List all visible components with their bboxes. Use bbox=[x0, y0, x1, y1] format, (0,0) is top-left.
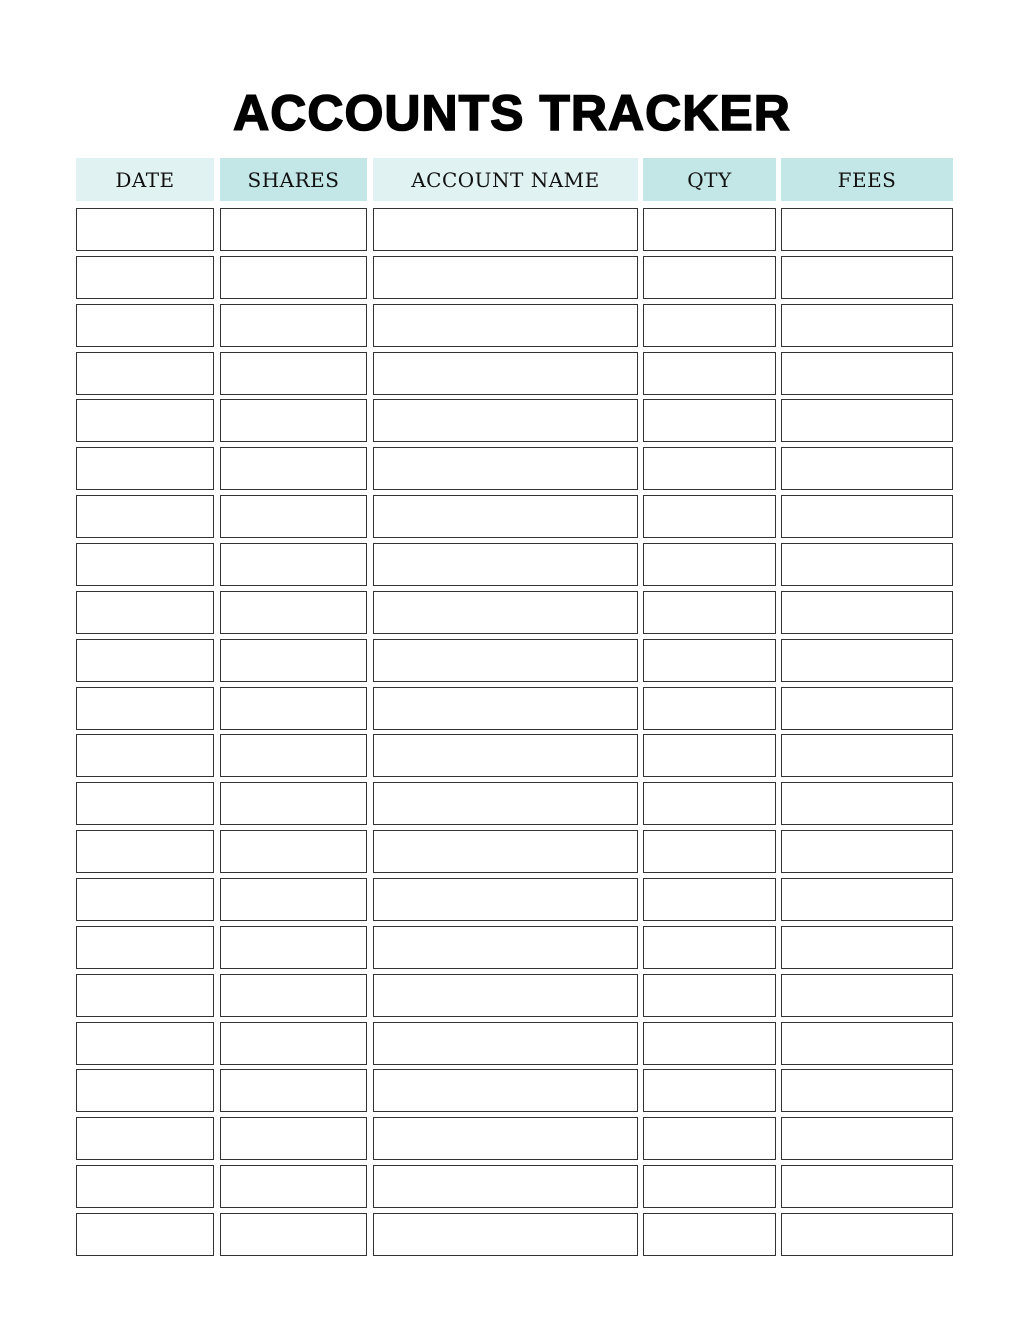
cell-shares[interactable] bbox=[220, 1213, 367, 1256]
cell-shares[interactable] bbox=[220, 304, 367, 347]
cell-shares[interactable] bbox=[220, 734, 367, 777]
cell-qty[interactable] bbox=[643, 399, 776, 442]
cell-date[interactable] bbox=[76, 591, 214, 634]
cell-account-name[interactable] bbox=[373, 974, 638, 1017]
cell-shares[interactable] bbox=[220, 974, 367, 1017]
cell-date[interactable] bbox=[76, 1213, 214, 1256]
cell-shares[interactable] bbox=[220, 208, 367, 251]
cell-date[interactable] bbox=[76, 926, 214, 969]
cell-shares[interactable] bbox=[220, 399, 367, 442]
cell-fees[interactable] bbox=[781, 352, 953, 395]
cell-fees[interactable] bbox=[781, 447, 953, 490]
cell-qty[interactable] bbox=[643, 495, 776, 538]
cell-date[interactable] bbox=[76, 256, 214, 299]
cell-date[interactable] bbox=[76, 878, 214, 921]
cell-qty[interactable] bbox=[643, 1213, 776, 1256]
cell-fees[interactable] bbox=[781, 687, 953, 730]
cell-account-name[interactable] bbox=[373, 447, 638, 490]
cell-date[interactable] bbox=[76, 304, 214, 347]
cell-shares[interactable] bbox=[220, 926, 367, 969]
cell-shares[interactable] bbox=[220, 1117, 367, 1160]
cell-fees[interactable] bbox=[781, 1022, 953, 1065]
cell-account-name[interactable] bbox=[373, 208, 638, 251]
cell-qty[interactable] bbox=[643, 543, 776, 586]
cell-fees[interactable] bbox=[781, 782, 953, 825]
cell-date[interactable] bbox=[76, 1117, 214, 1160]
cell-qty[interactable] bbox=[643, 591, 776, 634]
cell-account-name[interactable] bbox=[373, 591, 638, 634]
cell-account-name[interactable] bbox=[373, 543, 638, 586]
cell-qty[interactable] bbox=[643, 1069, 776, 1112]
cell-date[interactable] bbox=[76, 1022, 214, 1065]
cell-fees[interactable] bbox=[781, 878, 953, 921]
cell-account-name[interactable] bbox=[373, 352, 638, 395]
cell-fees[interactable] bbox=[781, 1165, 953, 1208]
cell-account-name[interactable] bbox=[373, 304, 638, 347]
cell-account-name[interactable] bbox=[373, 734, 638, 777]
cell-fees[interactable] bbox=[781, 591, 953, 634]
cell-account-name[interactable] bbox=[373, 687, 638, 730]
cell-date[interactable] bbox=[76, 447, 214, 490]
cell-shares[interactable] bbox=[220, 1069, 367, 1112]
cell-qty[interactable] bbox=[643, 878, 776, 921]
cell-qty[interactable] bbox=[643, 782, 776, 825]
cell-date[interactable] bbox=[76, 639, 214, 682]
column-header-qty: QTY bbox=[643, 158, 776, 201]
cell-fees[interactable] bbox=[781, 208, 953, 251]
cell-date[interactable] bbox=[76, 1165, 214, 1208]
cell-date[interactable] bbox=[76, 208, 214, 251]
cell-shares[interactable] bbox=[220, 1165, 367, 1208]
cell-fees[interactable] bbox=[781, 399, 953, 442]
cell-date[interactable] bbox=[76, 734, 214, 777]
cell-account-name[interactable] bbox=[373, 1022, 638, 1065]
cell-qty[interactable] bbox=[643, 1117, 776, 1160]
cell-qty[interactable] bbox=[643, 639, 776, 682]
cell-fees[interactable] bbox=[781, 974, 953, 1017]
cell-date[interactable] bbox=[76, 782, 214, 825]
cell-shares[interactable] bbox=[220, 639, 367, 682]
cell-account-name[interactable] bbox=[373, 495, 638, 538]
cell-fees[interactable] bbox=[781, 495, 953, 538]
cell-fees[interactable] bbox=[781, 256, 953, 299]
cell-date[interactable] bbox=[76, 687, 214, 730]
column-header-date: DATE bbox=[76, 158, 214, 201]
cell-date[interactable] bbox=[76, 974, 214, 1017]
cell-shares[interactable] bbox=[220, 591, 367, 634]
cell-fees[interactable] bbox=[781, 543, 953, 586]
cell-fees[interactable] bbox=[781, 926, 953, 969]
cell-shares[interactable] bbox=[220, 878, 367, 921]
cell-shares[interactable] bbox=[220, 495, 367, 538]
cell-qty[interactable] bbox=[643, 352, 776, 395]
cell-account-name[interactable] bbox=[373, 830, 638, 873]
cell-fees[interactable] bbox=[781, 734, 953, 777]
cell-shares[interactable] bbox=[220, 352, 367, 395]
cell-account-name[interactable] bbox=[373, 1069, 638, 1112]
cell-shares[interactable] bbox=[220, 782, 367, 825]
cell-shares[interactable] bbox=[220, 687, 367, 730]
page-title: ACCOUNTS TRACKER bbox=[233, 85, 791, 141]
cell-date[interactable] bbox=[76, 495, 214, 538]
cell-fees[interactable] bbox=[781, 1213, 953, 1256]
column-header-shares: SHARES bbox=[220, 158, 367, 201]
cell-qty[interactable] bbox=[643, 974, 776, 1017]
cell-date[interactable] bbox=[76, 352, 214, 395]
cell-account-name[interactable] bbox=[373, 926, 638, 969]
cell-qty[interactable] bbox=[643, 734, 776, 777]
cell-fees[interactable] bbox=[781, 830, 953, 873]
cell-date[interactable] bbox=[76, 830, 214, 873]
cell-date[interactable] bbox=[76, 1069, 214, 1112]
cell-date[interactable] bbox=[76, 399, 214, 442]
cell-fees[interactable] bbox=[781, 304, 953, 347]
cell-account-name[interactable] bbox=[373, 399, 638, 442]
cell-account-name[interactable] bbox=[373, 1117, 638, 1160]
cell-account-name[interactable] bbox=[373, 639, 638, 682]
cell-fees[interactable] bbox=[781, 639, 953, 682]
cell-account-name[interactable] bbox=[373, 1213, 638, 1256]
cell-fees[interactable] bbox=[781, 1117, 953, 1160]
cell-shares[interactable] bbox=[220, 256, 367, 299]
cell-qty[interactable] bbox=[643, 926, 776, 969]
cell-account-name[interactable] bbox=[373, 256, 638, 299]
column-header-fees: FEES bbox=[781, 158, 953, 201]
cell-shares[interactable] bbox=[220, 543, 367, 586]
cell-qty[interactable] bbox=[643, 687, 776, 730]
cell-date[interactable] bbox=[76, 543, 214, 586]
cell-account-name[interactable] bbox=[373, 878, 638, 921]
cell-shares[interactable] bbox=[220, 447, 367, 490]
cell-shares[interactable] bbox=[220, 830, 367, 873]
cell-account-name[interactable] bbox=[373, 782, 638, 825]
cell-account-name[interactable] bbox=[373, 1165, 638, 1208]
cell-qty[interactable] bbox=[643, 304, 776, 347]
column-header-account-name: ACCOUNT NAME bbox=[373, 158, 638, 201]
cell-qty[interactable] bbox=[643, 447, 776, 490]
cell-qty[interactable] bbox=[643, 256, 776, 299]
cell-qty[interactable] bbox=[643, 1165, 776, 1208]
cell-shares[interactable] bbox=[220, 1022, 367, 1065]
cell-fees[interactable] bbox=[781, 1069, 953, 1112]
cell-qty[interactable] bbox=[643, 208, 776, 251]
cell-qty[interactable] bbox=[643, 830, 776, 873]
cell-qty[interactable] bbox=[643, 1022, 776, 1065]
